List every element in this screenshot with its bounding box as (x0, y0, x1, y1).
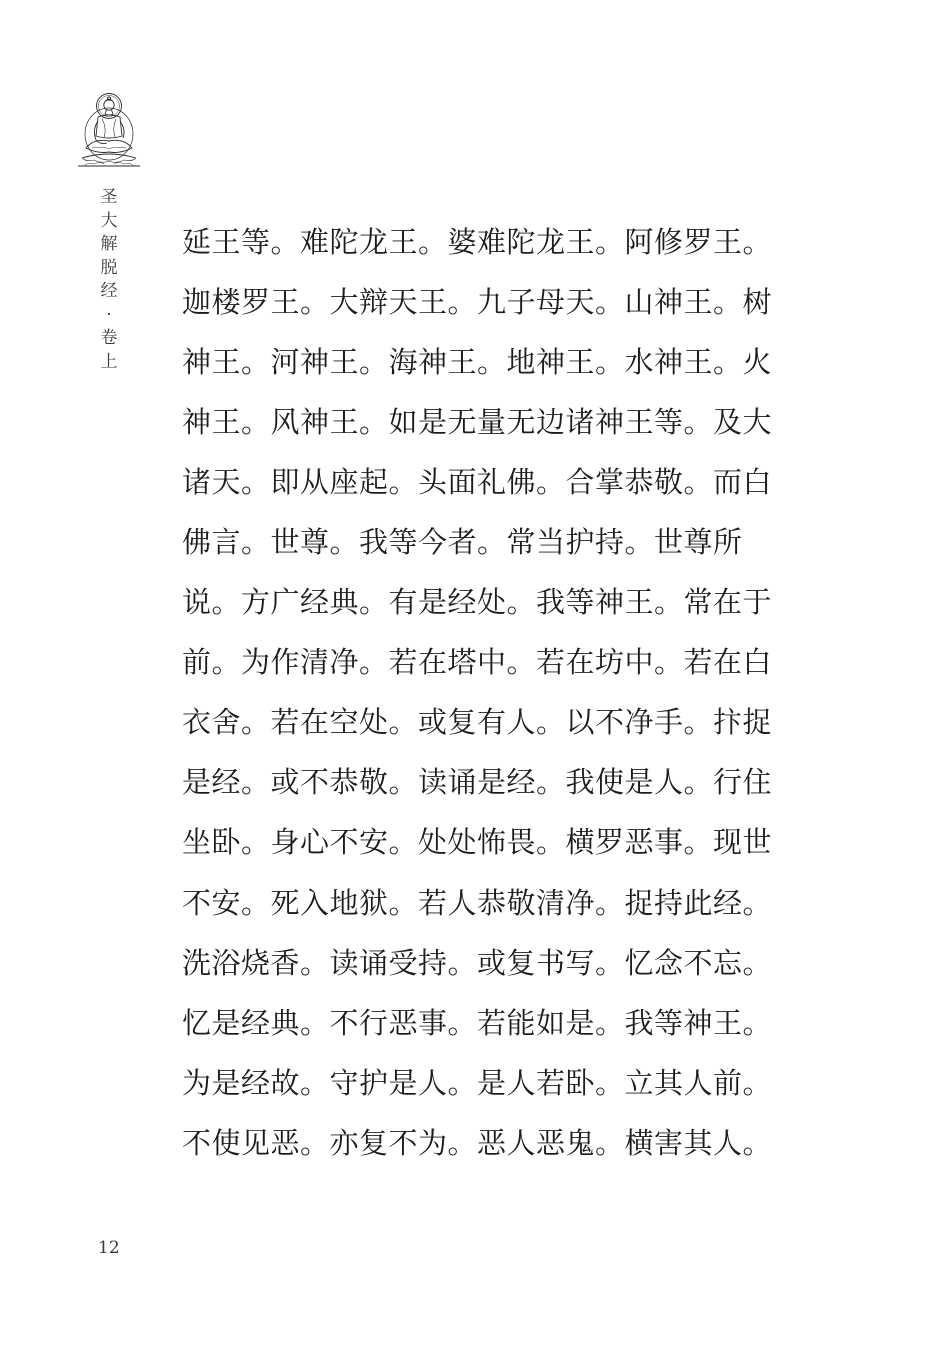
text-line: 前。为作清净。若在塔中。若在坊中。若在白 (182, 645, 773, 680)
text-line: 延王等。难陀龙王。婆难陀龙王。阿修罗王。 (182, 225, 773, 259)
text-line: 诸天。即从座起。头面礼佛。合掌恭敬。而白 (182, 465, 773, 500)
text-line: 佛言。世尊。我等今者。常当护持。世尊所 (182, 525, 743, 560)
text-line: 不安。死入地狱。若人恭敬清净。捉持此经。 (182, 885, 773, 920)
text-line: 迦楼罗王。大辩天王。九子母天。山神王。树 (182, 285, 773, 320)
buddha-emblem-icon (74, 88, 144, 170)
text-line: 不使见恶。亦复不为。恶人恶鬼。横害其人。 (182, 1125, 773, 1160)
text-line: 神王。风神王。如是无量无边诸神王等。及大 (182, 405, 773, 440)
text-line: 是经。或不恭敬。读诵是经。我使是人。行住 (182, 765, 773, 800)
text-line: 为是经故。守护是人。是人若卧。立其人前。 (182, 1065, 773, 1100)
text-line: 坐卧。身心不安。处处怖畏。横罗恶事。现世 (182, 825, 773, 860)
text-line: 洗浴烧香。读诵受持。或复书写。忆念不忘。 (182, 945, 773, 980)
page-number: 12 (98, 1238, 120, 1258)
text-line: 衣舍。若在空处。或复有人。以不净手。抃捉 (182, 705, 773, 740)
body-text (182, 212, 782, 1173)
text-line: 说。方广经典。有是经处。我等神王。常在于 (182, 585, 773, 620)
running-title: 圣大解脱经·卷上 (100, 187, 118, 372)
text-line: 神王。河神王。海神王。地神王。水神王。火 (182, 345, 773, 380)
text-line: 忆是经典。不行恶事。若能如是。我等神王。 (182, 1005, 773, 1040)
